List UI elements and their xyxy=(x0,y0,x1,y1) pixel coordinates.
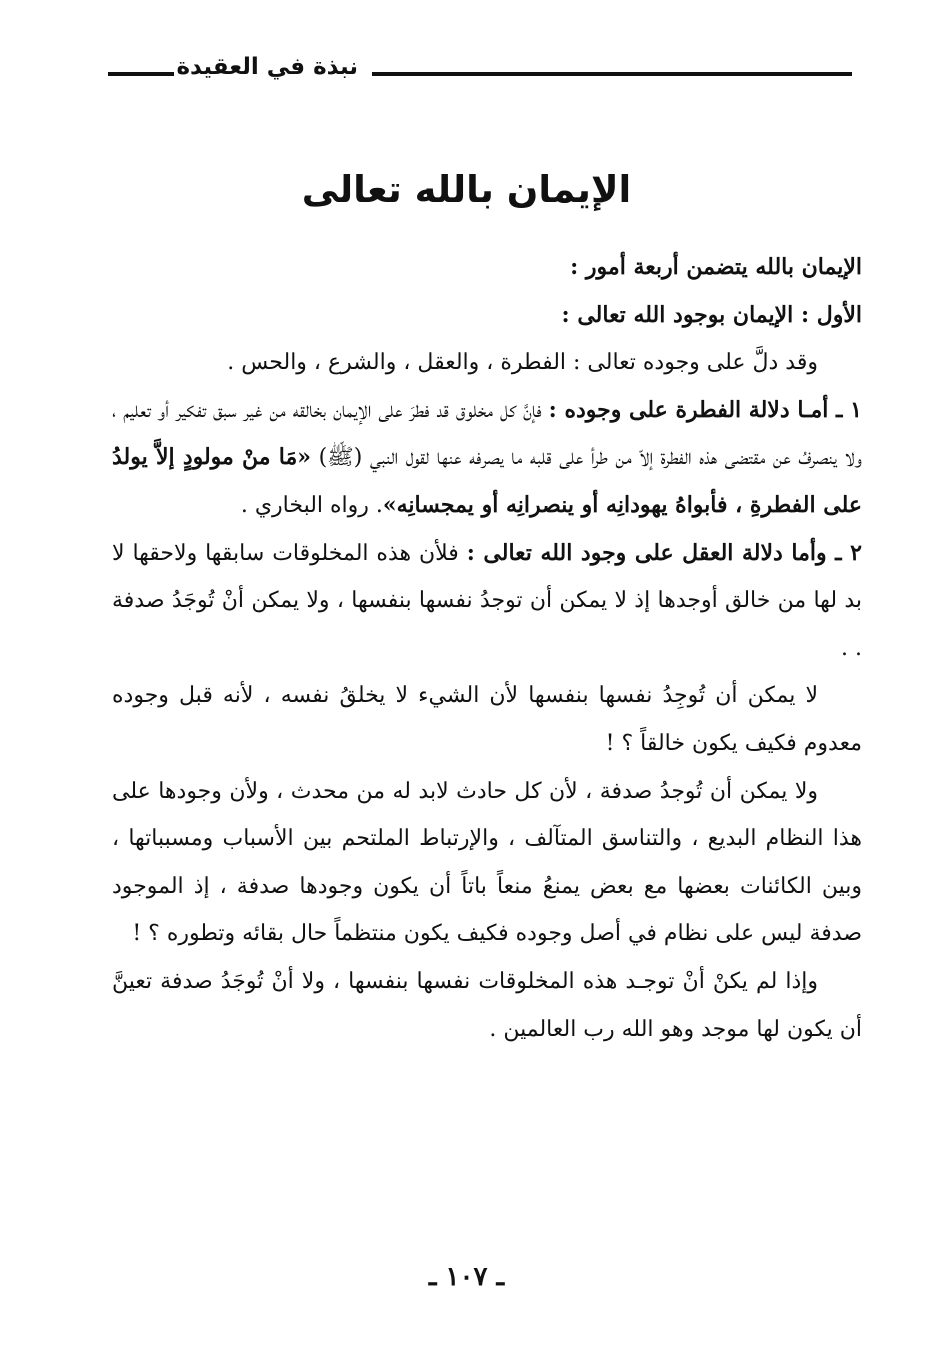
page-body xyxy=(112,244,862,1053)
first-matter-heading: الأول : الإيمان بوجود الله تعالى : xyxy=(561,301,862,328)
running-header xyxy=(108,48,852,98)
chance-paragraph: ولا يمكن أن تُوجدُ صدفة ، لأن كل حادث لابد له من محدث ، ولأن وجودها على هذا النظام البديع ، والتناسق المتآلف ، والإرتباط الملتحم بين الأسباب ومسبباتها ، وبين الكائنات بعضها مع بعض يمنعُ منعاً باتاً أن يكون وجودها صدفة ، إذ الموجود صدفة ليس على نظام في أصل وجوده فكيف يكون منتظماً حال بقائه وتطوره ؟ ! xyxy=(112,778,862,947)
page-title: الإيمان بالله تعالى xyxy=(301,168,632,211)
fitra-text: فإنَّ كل مخلوق قد فطرَ على الإيمان بخالقه من غير سبق تفكير أو تعليم ، ولا ينصرفُ عن مقتضى هذه الفطرة إلاّ من طرأ على قلبه ما يصرفه عنها لقول النبي (ﷺ) xyxy=(112,397,862,471)
hadith-quote: «مَا منْ مولودٍ إلاَّ يولدُ على الفطرةِ ، فأبواهُ يهودانِه أو ينصرانِه أو يمجسانِه» xyxy=(112,444,862,518)
fitra-heading: ١ ـ أمـا دلالة الفطرة على وجوده : xyxy=(548,396,862,423)
aql-text: فلأن هذه المخلوقات سابقها ولاحقها لا بد لها من خالق أوجدها إذ لا يمكن أن توجدُ نفسها بنفسها ، ولا يمكن أنْ تُوجَدُ صدفة . . xyxy=(112,540,862,661)
fitra-paragraph xyxy=(112,387,862,530)
page-number: ـ ١٠٧ ـ xyxy=(428,1262,505,1292)
aql-paragraph xyxy=(112,530,862,673)
header-rule-short xyxy=(108,72,174,76)
self-creation-paragraph: لا يمكن أن تُوجِدُ نفسها بنفسها لأن الشيء لا يخلقُ نفسه ، لأنه قبل وجوده معدوم فكيف يكون خالقاً ؟ ! xyxy=(112,683,862,756)
running-header-title: نبذة في العقيدة xyxy=(176,54,358,80)
intro-heading: الإيمان بالله يتضمن أربعة أمور : xyxy=(570,254,862,280)
hadith-source: . رواه البخاري . xyxy=(240,492,383,518)
aql-heading: ٢ ـ وأما دلالة العقل على وجود الله تعالى : xyxy=(466,539,862,566)
conclusion-paragraph: وإذا لم يكنْ أنْ توجـد هذه المخلوقات نفسها بنفسها ، ولا أنْ تُوجَدُ صدفة تعينَّ أن يكون لها موجد وهو الله رب العالمين . xyxy=(112,968,862,1042)
evidence-summary: وقد دلَّ على وجوده تعالى : الفطرة ، والعقل ، والشرع ، والحس . xyxy=(227,350,818,376)
header-rule-long xyxy=(372,72,852,76)
